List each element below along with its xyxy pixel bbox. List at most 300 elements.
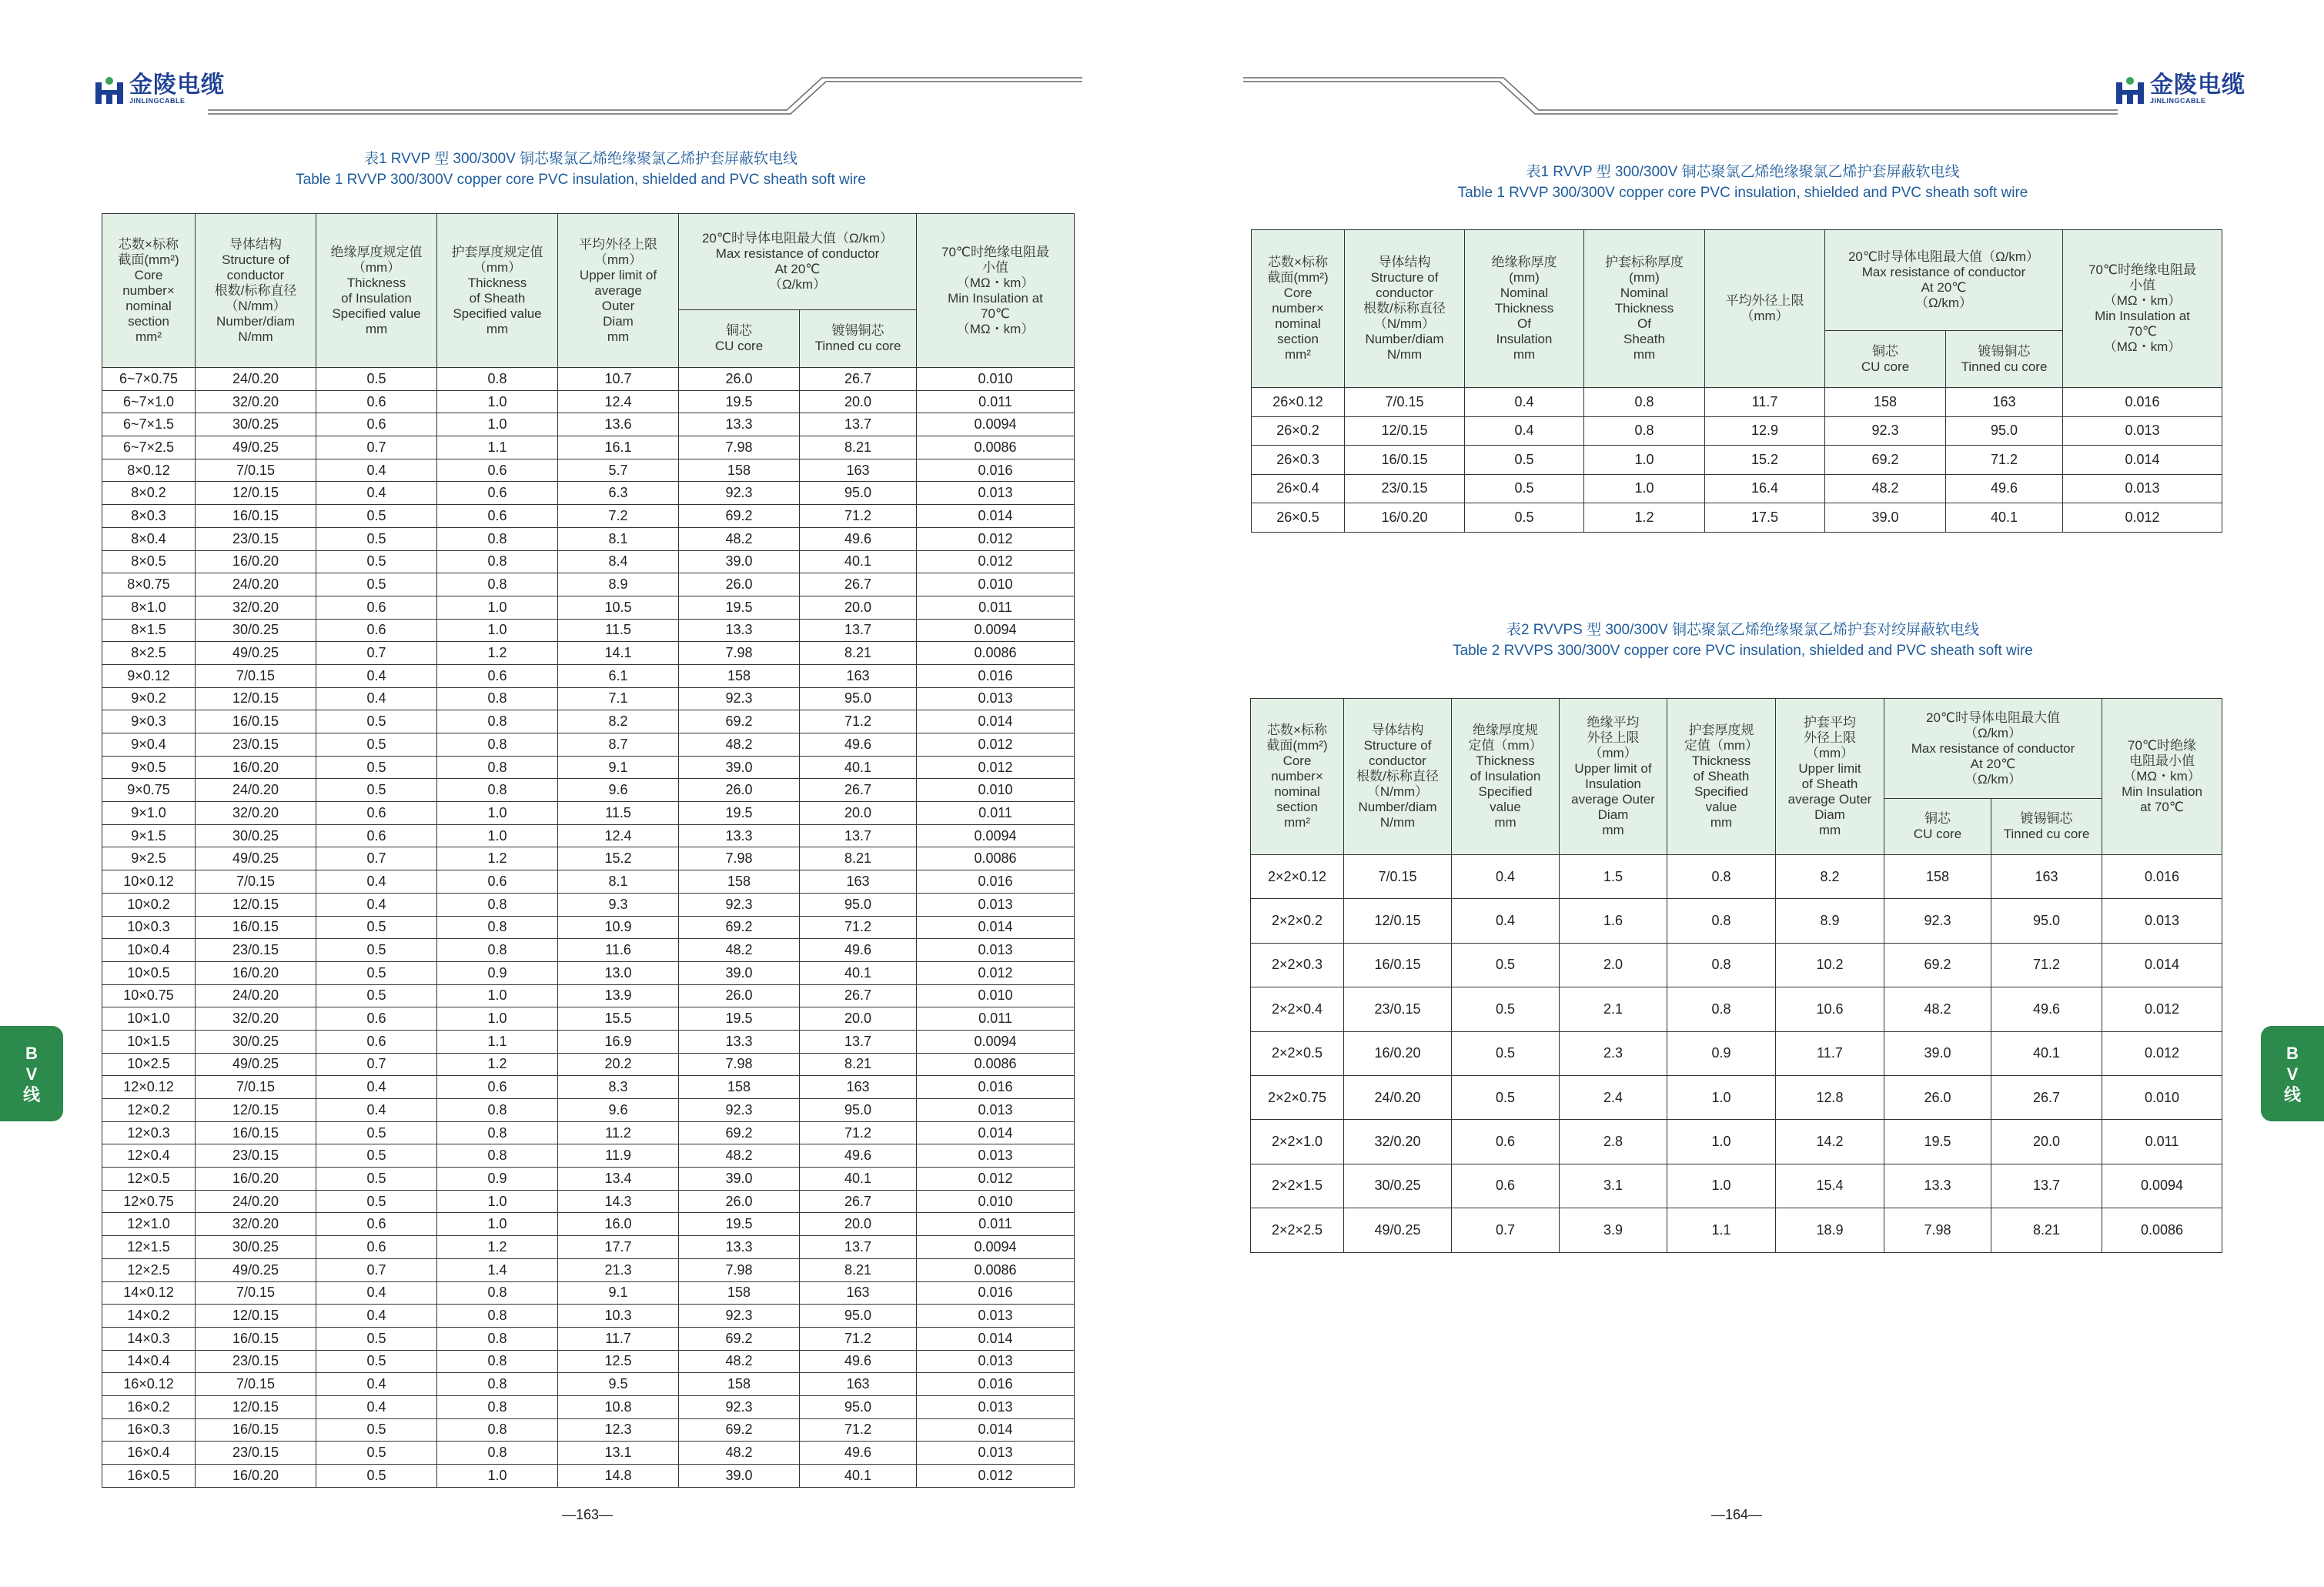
table-cell: 0.6 <box>437 459 558 482</box>
table-cell: 13.7 <box>800 1236 917 1259</box>
table-cell: 10.6 <box>1776 987 1884 1031</box>
right-page <box>1162 0 2324 1587</box>
table-cell: 8.21 <box>800 1053 917 1076</box>
table-cell: 15.2 <box>1705 446 1825 475</box>
header-line: 铜芯 <box>726 323 752 338</box>
header-line: Core <box>134 267 163 282</box>
table-cell: 163 <box>1946 388 2063 417</box>
header-line: 截面(mm²) <box>118 252 179 267</box>
table-cell: 14.1 <box>558 642 679 665</box>
header-line: section <box>1276 800 1318 814</box>
table-cell: 23/0.15 <box>1345 474 1465 503</box>
table-cell: 26×0.12 <box>1252 388 1345 417</box>
table-cell: 0.5 <box>316 733 437 757</box>
table-cell: 49.6 <box>1946 474 2063 503</box>
table-cell: 49/0.25 <box>196 436 316 459</box>
table-cell: 0.012 <box>2063 503 2222 533</box>
header-line: N/mm <box>238 329 273 344</box>
table-row <box>102 619 1075 642</box>
col-insulation-outer <box>1560 699 1667 855</box>
table-cell: 9.1 <box>558 1281 679 1305</box>
header-line: average Outer <box>1571 792 1655 807</box>
table-cell: 1.0 <box>1667 1075 1776 1119</box>
table-cell: 40.1 <box>800 756 917 779</box>
header-line: CU core <box>1913 827 1962 841</box>
table-row <box>102 1236 1075 1259</box>
header-line: At 20℃ <box>1970 756 2016 771</box>
table-cell: 0.8 <box>437 1350 558 1373</box>
brand-name-cn: 金陵电缆 <box>2150 72 2245 98</box>
table-cell: 0.8 <box>1667 943 1776 987</box>
table-cell: 0.8 <box>1584 388 1705 417</box>
table-cell: 0.013 <box>917 1099 1075 1122</box>
header-line: 20℃时导体电阻最大值（Ω/km） <box>1847 249 2040 264</box>
col-tinned-core <box>1946 331 2063 388</box>
table-cell: 26.7 <box>800 984 917 1007</box>
table-cell: 24/0.20 <box>196 779 316 802</box>
table-cell: 0.8 <box>437 916 558 939</box>
table-cell: 48.2 <box>679 527 800 550</box>
table-row <box>102 642 1075 665</box>
table-cell: 20.0 <box>800 1213 917 1236</box>
table-row <box>102 1099 1075 1122</box>
table-cell: 0.013 <box>917 687 1075 710</box>
table-cell: 49.6 <box>800 527 917 550</box>
table-cell: 26×0.5 <box>1252 503 1345 533</box>
table-cell: 26.0 <box>1884 1075 1991 1119</box>
table-cell: 23/0.15 <box>196 1144 316 1168</box>
col-structure <box>1344 699 1452 855</box>
table-row <box>1252 503 2222 533</box>
table-cell: 32/0.20 <box>196 596 316 619</box>
header-line: At 20℃ <box>774 262 821 276</box>
header-line: mm² <box>1285 347 1311 362</box>
table-cell: 71.2 <box>800 710 917 733</box>
table-row <box>102 1258 1075 1281</box>
table-cell: 12×0.75 <box>102 1190 196 1213</box>
table-cell: 7.98 <box>679 436 800 459</box>
table-cell: 39.0 <box>679 1168 800 1191</box>
table-cell: 23/0.15 <box>196 1442 316 1465</box>
table-cell: 69.2 <box>679 916 800 939</box>
table-cell: 71.2 <box>800 1418 917 1442</box>
table-cell: 1.1 <box>437 436 558 459</box>
table-cell: 24/0.20 <box>196 984 316 1007</box>
table-cell: 0.5 <box>316 368 437 391</box>
table-row <box>1251 1120 2222 1164</box>
table-cell: 19.5 <box>1884 1120 1991 1164</box>
table-cell: 1.0 <box>437 413 558 436</box>
table-row <box>1251 899 2222 943</box>
table-cell: 0.6 <box>316 413 437 436</box>
header-line: 20℃时导体电阻最大值 <box>1926 710 2061 725</box>
table-cell: 0.5 <box>316 527 437 550</box>
col-min-insulation <box>2063 230 2222 388</box>
table-row <box>102 1076 1075 1099</box>
header-line: 外径上限 <box>1587 730 1640 745</box>
header-line: （N/mm） <box>1373 316 1436 331</box>
table-cell: 0.5 <box>316 939 437 962</box>
table-cell: 16/0.20 <box>1344 1031 1452 1075</box>
table-cell: 0.8 <box>437 573 558 596</box>
table-cell: 49.6 <box>800 733 917 757</box>
table-cell: 95.0 <box>800 1305 917 1328</box>
header-line: Specified value <box>453 306 542 321</box>
table-cell: 26×0.3 <box>1252 446 1345 475</box>
table-cell: 10×0.3 <box>102 916 196 939</box>
table-cell: 9×1.5 <box>102 824 196 847</box>
header-line: 绝缘称厚度 <box>1491 255 1557 269</box>
table-cell: 12×2.5 <box>102 1258 196 1281</box>
table-cell: 48.2 <box>679 1442 800 1465</box>
table-cell: 7/0.15 <box>196 664 316 687</box>
header-line: at 70℃ <box>2140 800 2184 814</box>
table-cell: 10×2.5 <box>102 1053 196 1076</box>
table-cell: 48.2 <box>1825 474 1946 503</box>
header-line: Thickness <box>1476 753 1535 768</box>
table-cell: 16×0.4 <box>102 1442 196 1465</box>
brand-logo <box>94 74 225 105</box>
table-cell: 0.5 <box>316 1442 437 1465</box>
table-cell: 20.0 <box>800 596 917 619</box>
table-cell: 92.3 <box>679 1099 800 1122</box>
table-cell: 8.2 <box>558 710 679 733</box>
table-cell: 12×0.2 <box>102 1099 196 1122</box>
table-cell: 6~7×0.75 <box>102 368 196 391</box>
table-cell: 0.014 <box>917 1121 1075 1144</box>
table-cell: 8×0.12 <box>102 459 196 482</box>
table-cell: 69.2 <box>679 1327 800 1350</box>
table-cell: 0.011 <box>917 802 1075 825</box>
table-cell: 0.012 <box>917 527 1075 550</box>
table-cell: 0.6 <box>316 596 437 619</box>
header-line: CU core <box>714 339 764 353</box>
header-line: Nominal <box>1500 286 1549 300</box>
logo-mark-icon <box>2115 75 2145 105</box>
col-outer-diameter <box>558 214 679 368</box>
header-line: Upper limit <box>1798 761 1861 776</box>
table-cell: 163 <box>800 1281 917 1305</box>
table-cell: 21.3 <box>558 1258 679 1281</box>
table-cell: 20.2 <box>558 1053 679 1076</box>
table-cell: 0.8 <box>437 939 558 962</box>
table-cell: 13.3 <box>1884 1164 1991 1208</box>
header-line: 小值 <box>982 259 1008 275</box>
table-cell: 8.21 <box>1991 1208 2102 1252</box>
table-cell: 17.5 <box>1705 503 1825 533</box>
header-line: 铜芯 <box>1872 343 1898 359</box>
table-cell: 7.98 <box>679 1053 800 1076</box>
table-cell: 49/0.25 <box>196 1053 316 1076</box>
table-cell: 0.011 <box>917 596 1075 619</box>
table-cell: 0.9 <box>437 961 558 984</box>
table-cell: 7/0.15 <box>196 1076 316 1099</box>
table-cell: 30/0.25 <box>196 1236 316 1259</box>
col-resistance <box>1825 230 2063 331</box>
table-cell: 0.0086 <box>917 642 1075 665</box>
table-cell: 49.6 <box>800 1350 917 1373</box>
table-cell: 0.5 <box>316 710 437 733</box>
table-row <box>102 1418 1075 1442</box>
table-row <box>1252 474 2222 503</box>
table-cell: 8.1 <box>558 870 679 894</box>
header-line: average Outer <box>1787 792 1872 807</box>
table-cell: 19.5 <box>679 390 800 413</box>
table-row <box>102 436 1075 459</box>
table-cell: 13.7 <box>800 824 917 847</box>
table-cell: 7.98 <box>679 1258 800 1281</box>
header-line: 70℃ <box>2127 324 2157 339</box>
table-cell: 14.3 <box>558 1190 679 1213</box>
table-row <box>102 916 1075 939</box>
table-cell: 0.5 <box>316 984 437 1007</box>
table-row <box>102 1144 1075 1168</box>
table-cell: 163 <box>800 459 917 482</box>
table-cell: 0.0086 <box>917 1258 1075 1281</box>
header-line: mm <box>1710 815 1733 830</box>
table-cell: 16.0 <box>558 1213 679 1236</box>
table-cell: 6.3 <box>558 482 679 505</box>
header-line: Of <box>1517 316 1531 331</box>
col-sheath <box>437 214 558 368</box>
table-cell: 0.5 <box>316 573 437 596</box>
header-line: 根数/标称直径 <box>214 282 297 298</box>
table-cell: 0.8 <box>437 1327 558 1350</box>
table-cell: 0.011 <box>917 390 1075 413</box>
header-line: 护套标称厚度 <box>1605 255 1684 269</box>
table-cell: 39.0 <box>1884 1031 1991 1075</box>
table-cell: 8×0.75 <box>102 573 196 596</box>
table-cell: 8.21 <box>800 847 917 870</box>
table-cell: 95.0 <box>1991 899 2102 943</box>
table-cell: 0.6 <box>316 390 437 413</box>
header-line: （MΩ・km） <box>2103 293 2182 308</box>
header-line: Structure of <box>1363 738 1432 753</box>
table-cell: 0.012 <box>917 1465 1075 1488</box>
header-line: 定值（mm） <box>1684 738 1759 753</box>
table-cell: 0.6 <box>437 505 558 528</box>
table-cell: 0.016 <box>917 664 1075 687</box>
table-cell: 40.1 <box>800 961 917 984</box>
table-cell: 7/0.15 <box>196 1281 316 1305</box>
table-cell: 0.7 <box>1452 1208 1560 1252</box>
table-cell: 26.0 <box>679 984 800 1007</box>
table-cell: 19.5 <box>679 596 800 619</box>
table-cell: 0.016 <box>917 1373 1075 1396</box>
table-cell: 15.5 <box>558 1007 679 1031</box>
table-cell: 0.014 <box>917 916 1075 939</box>
table-cell: 0.6 <box>316 1007 437 1031</box>
table-cell: 0.5 <box>316 1350 437 1373</box>
table-cell: 12/0.15 <box>196 1305 316 1328</box>
header-line: N/mm <box>1386 347 1423 362</box>
table-cell: 11.7 <box>1705 388 1825 417</box>
table-cell: 10×0.75 <box>102 984 196 1007</box>
table-cell: 0.7 <box>316 436 437 459</box>
table-cell: 12.4 <box>558 390 679 413</box>
table-cell: 0.7 <box>316 1053 437 1076</box>
table-cell: 0.4 <box>316 1076 437 1099</box>
table-cell: 0.6 <box>437 482 558 505</box>
table-cell: 0.5 <box>1465 503 1584 533</box>
table-cell: 3.1 <box>1560 1164 1667 1208</box>
header-line: value <box>1490 800 1521 814</box>
col-cu-core <box>1884 799 1991 855</box>
table-cell: 0.013 <box>917 939 1075 962</box>
section-tab-bv[interactable] <box>0 1026 63 1121</box>
table-cell: 0.8 <box>437 1121 558 1144</box>
header-line: (mm) <box>1629 270 1660 285</box>
table-cell: 0.8 <box>437 1099 558 1122</box>
header-line: Insulation <box>1496 332 1553 346</box>
header-line: of Sheath <box>1693 769 1750 783</box>
table-cell: 0.011 <box>2102 1120 2222 1164</box>
table-cell: 8×1.0 <box>102 596 196 619</box>
table-cell: 2.4 <box>1560 1075 1667 1119</box>
table-cell: 10.5 <box>558 596 679 619</box>
header-line: 护套厚度规 <box>1688 723 1754 737</box>
header-line: （Ω/km） <box>1964 725 2022 740</box>
table-cell: 0.5 <box>1465 446 1584 475</box>
table-cell: 0.014 <box>917 505 1075 528</box>
header-line: Thickness <box>467 275 527 290</box>
table-cell: 0.4 <box>316 1305 437 1328</box>
header-line: Number/diam <box>216 313 296 329</box>
table-cell: 1.0 <box>437 596 558 619</box>
table-cell: 1.5 <box>1560 855 1667 899</box>
table-cell: 26.7 <box>800 368 917 391</box>
table-cell: 10.7 <box>558 368 679 391</box>
header-line: （MΩ・km） <box>2123 769 2201 783</box>
table-cell: 16.1 <box>558 436 679 459</box>
table-cell: 92.3 <box>1884 899 1991 943</box>
table-cell: 0.6 <box>316 619 437 642</box>
table-cell: 0.012 <box>917 550 1075 573</box>
table-cell: 13.7 <box>1991 1164 2102 1208</box>
table-cell: 8×1.5 <box>102 619 196 642</box>
table-row <box>1251 1164 2222 1208</box>
table-cell: 8.1 <box>558 527 679 550</box>
header-line: 70℃时绝缘电阻最 <box>2088 262 2196 277</box>
table-cell: 2.8 <box>1560 1120 1667 1164</box>
brand-logo <box>2115 74 2245 105</box>
table-cell: 13.7 <box>800 1030 917 1053</box>
table-cell: 14×0.3 <box>102 1327 196 1350</box>
table-cell: 0.013 <box>917 1395 1075 1418</box>
table-row <box>1251 1208 2222 1252</box>
table-cell: 32/0.20 <box>196 1007 316 1031</box>
table-cell: 2×2×0.2 <box>1251 899 1344 943</box>
table-cell: 95.0 <box>800 482 917 505</box>
table-cell: 39.0 <box>679 756 800 779</box>
header-line: nominal <box>1275 316 1321 331</box>
table-cell: 11.7 <box>1776 1031 1884 1075</box>
table2-title-cn: 表2 RVVPS 型 300/300V 铜芯聚氯乙烯绝缘聚氯乙烯护套对绞屏蔽软电线 <box>1506 622 1980 638</box>
header-line: Min Insulation at <box>948 290 1043 306</box>
table-cell: 0.012 <box>917 733 1075 757</box>
header-line: 绝缘厚度规 <box>1473 723 1538 737</box>
table-cell: 1.4 <box>437 1258 558 1281</box>
table-cell: 30/0.25 <box>196 619 316 642</box>
header-line: 70℃时绝缘 <box>2128 738 2197 753</box>
table-cell: 16×0.3 <box>102 1418 196 1442</box>
table-cell: 0.013 <box>917 893 1075 916</box>
table-cell: 24/0.20 <box>196 368 316 391</box>
table-cell: 9×0.75 <box>102 779 196 802</box>
table-cell: 16/0.15 <box>196 1327 316 1350</box>
table-cell: 0.6 <box>437 1076 558 1099</box>
header-line: Core <box>1282 753 1312 768</box>
col-core <box>1252 230 1345 388</box>
table-cell: 16/0.20 <box>196 550 316 573</box>
table-cell: 0.016 <box>2102 855 2222 899</box>
table-cell: 13.3 <box>679 1236 800 1259</box>
table-cell: 158 <box>679 459 800 482</box>
header-line: conductor <box>1376 286 1433 300</box>
table-cell: 0.0094 <box>917 1236 1075 1259</box>
table-cell: 71.2 <box>800 1121 917 1144</box>
table-cell: 1.0 <box>437 1190 558 1213</box>
table-row <box>102 1465 1075 1488</box>
table-row <box>102 687 1075 710</box>
table-cell: 16×0.5 <box>102 1465 196 1488</box>
header-line: （mm） <box>352 259 401 275</box>
table-cell: 92.3 <box>1825 416 1946 446</box>
table-cell: 10×0.2 <box>102 893 196 916</box>
table-cell: 0.5 <box>1452 1075 1560 1119</box>
table-cell: 12×1.5 <box>102 1236 196 1259</box>
table-cell: 7/0.15 <box>196 459 316 482</box>
table-cell: 11.2 <box>558 1121 679 1144</box>
table-cell: 14×0.4 <box>102 1350 196 1373</box>
header-line: Max resistance of conductor <box>715 246 880 261</box>
table-cell: 16/0.20 <box>196 756 316 779</box>
side-tab-char: V <box>25 1064 38 1084</box>
table-row <box>102 824 1075 847</box>
header-line: CU core <box>1861 359 1910 374</box>
header-line: Structure of <box>222 252 289 267</box>
table1-title <box>1162 162 2324 204</box>
table-cell: 71.2 <box>800 505 917 528</box>
table-cell: 9.1 <box>558 756 679 779</box>
col-insulation <box>1452 699 1560 855</box>
table-cell: 0.0086 <box>917 1053 1075 1076</box>
header-line: Specified <box>1478 784 1533 799</box>
table-cell: 2×2×0.12 <box>1251 855 1344 899</box>
table-cell: 1.2 <box>437 1236 558 1259</box>
table-cell: 8.3 <box>558 1076 679 1099</box>
table-cell: 16.4 <box>1705 474 1825 503</box>
spec-table-right-2 <box>1250 698 2222 1253</box>
table-cell: 10.2 <box>1776 943 1884 987</box>
table-cell: 9×0.4 <box>102 733 196 757</box>
table-cell: 69.2 <box>679 1418 800 1442</box>
table-cell: 12×1.0 <box>102 1213 196 1236</box>
section-tab-bv[interactable] <box>2261 1026 2324 1121</box>
table-cell: 11.5 <box>558 619 679 642</box>
table-cell: 15.2 <box>558 847 679 870</box>
table-row <box>102 802 1075 825</box>
header-line: 护套平均 <box>1804 715 1856 730</box>
table-cell: 0.5 <box>316 1465 437 1488</box>
table-row <box>102 779 1075 802</box>
table-cell: 7.98 <box>1884 1208 1991 1252</box>
table-cell: 30/0.25 <box>196 413 316 436</box>
table-row <box>1252 446 2222 475</box>
table-cell: 0.4 <box>316 1099 437 1122</box>
table-row <box>102 413 1075 436</box>
table-cell: 13.3 <box>679 413 800 436</box>
